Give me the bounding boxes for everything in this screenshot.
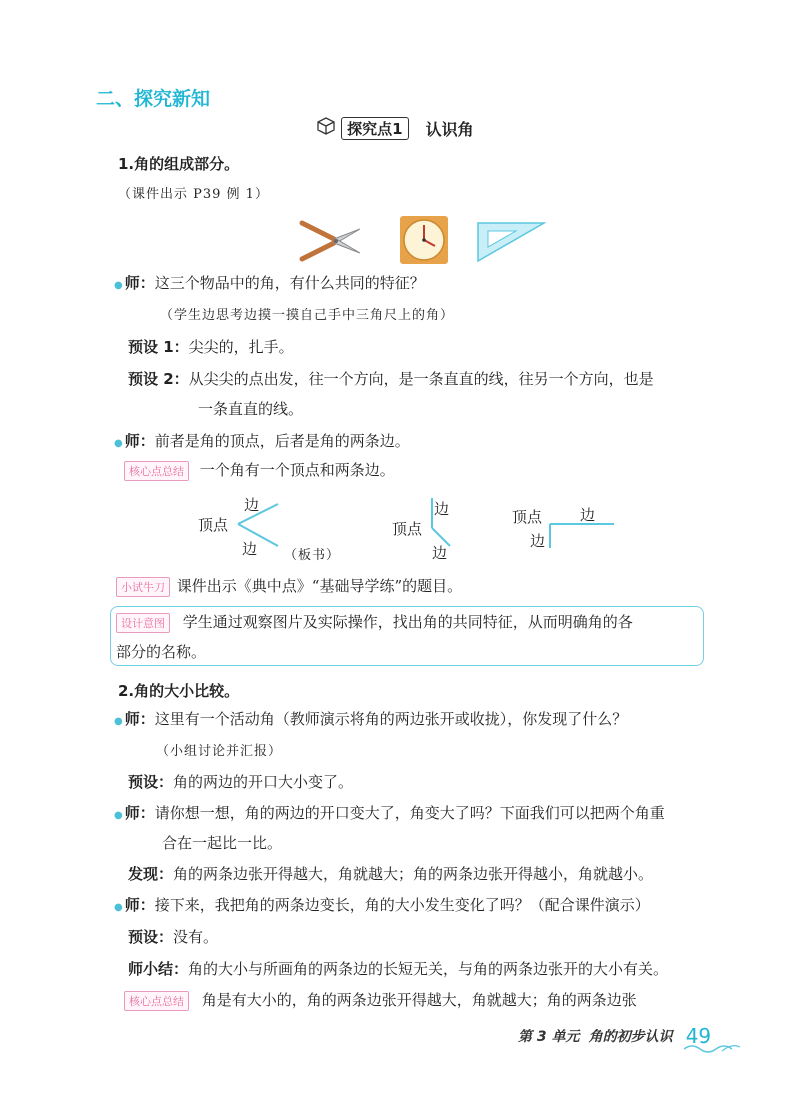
preset-4: 预设：没有。 bbox=[128, 928, 219, 946]
core-summary-tag: 核心点总结 bbox=[124, 991, 189, 1011]
vertex-label: 顶点 bbox=[512, 508, 543, 526]
part2-heading: 2.角的大小比较。 bbox=[118, 682, 240, 700]
teacher-question-2: ● 师：前者是角的顶点，后者是角的两条边。 bbox=[114, 432, 410, 450]
design-intent-cont: 部分的名称。 bbox=[116, 643, 207, 661]
preset-3: 预设：角的两边的开口大小变了。 bbox=[128, 773, 354, 791]
explore-title: 认识角 bbox=[425, 119, 474, 139]
vertex-label: 顶点 bbox=[198, 516, 229, 534]
cube-icon bbox=[316, 116, 336, 140]
page-number: 49 bbox=[685, 1024, 712, 1048]
try-it: 小试牛刀 课件出示《典中点》“基础导学练”的题目。 bbox=[116, 575, 462, 597]
design-tag: 设计意图 bbox=[116, 613, 170, 633]
core-summary-1: 核心点总结 一个角有一个顶点和两条边。 bbox=[124, 459, 395, 481]
explore-header bbox=[316, 116, 474, 140]
bullet-icon: ● bbox=[114, 810, 123, 821]
side-label: 边 bbox=[242, 540, 258, 558]
scissors-image bbox=[298, 217, 366, 267]
teacher-question-4-cont: 合在一起比一比。 bbox=[162, 834, 283, 852]
preset-1: 预设 1：尖尖的，扎手。 bbox=[128, 338, 294, 356]
teacher-question-1: ● 师：这三个物品中的角，有什么共同的特征？ bbox=[114, 274, 425, 292]
preset-2: 预设 2：从尖尖的点出发，往一个方向，是一条直直的线，往另一个方向，也是 bbox=[128, 370, 654, 388]
bullet-icon: ● bbox=[114, 438, 123, 449]
board-note: （板书） bbox=[284, 548, 341, 563]
core-summary-tag: 核心点总结 bbox=[124, 461, 189, 481]
vertex-label: 顶点 bbox=[392, 520, 423, 538]
core-summary-2: 核心点总结 角是有大小的，角的两条边张开得越大，角就越大；角的两条边张 bbox=[124, 989, 637, 1011]
bullet-icon: ● bbox=[114, 902, 123, 913]
design-intent: 设计意图 学生通过观察图片及实际操作，找出角的共同特征，从而明确角的各 bbox=[116, 611, 633, 633]
bullet-icon: ● bbox=[114, 280, 123, 291]
explore-label: 探究点1 bbox=[341, 117, 408, 140]
courseware-note: （课件出示 P39 例 1） bbox=[118, 187, 269, 202]
part1-heading: 1.角的组成部分。 bbox=[118, 155, 240, 173]
footer-title: 角的初步认识 bbox=[588, 1029, 673, 1045]
angle-diagrams bbox=[196, 490, 616, 562]
footer-unit: 第 3 单元 bbox=[518, 1029, 580, 1045]
side-label: 边 bbox=[244, 496, 260, 514]
side-label: 边 bbox=[434, 500, 450, 518]
teacher-question-5: ● 师：接下来，我把角的两条边变长，角的大小发生变化了吗？（配合课件演示） bbox=[114, 896, 650, 914]
teacher-question-3: ● 师：这里有一个活动角（教师演示将角的两边张开或收拢），你发现了什么？ bbox=[114, 710, 628, 728]
section-heading: 二、探究新知 bbox=[96, 88, 211, 110]
triangle-ruler-image bbox=[476, 219, 546, 267]
teacher-summary: 师小结：角的大小与所画角的两条边的长短无关，与角的两条边张开的大小有关。 bbox=[128, 960, 669, 978]
side-label: 边 bbox=[530, 532, 546, 550]
side-label: 边 bbox=[432, 544, 448, 562]
teacher-question-4: ● 师：请你想一想，角的两边的开口变大了，角变大了吗？下面我们可以把两个角重 bbox=[114, 804, 665, 822]
clock-image bbox=[399, 215, 449, 269]
preset-2-cont: 一条直直的线。 bbox=[198, 400, 304, 418]
student-note-1: （学生边思考边摸一摸自己手中三角尺上的角） bbox=[160, 308, 455, 323]
try-tag: 小试牛刀 bbox=[116, 577, 170, 597]
group-note: （小组讨论并汇报） bbox=[156, 744, 283, 759]
bullet-icon: ● bbox=[114, 716, 123, 727]
footer-wave-decoration bbox=[682, 1040, 742, 1059]
finding: 发现：角的两条边张开得越大，角就越大；角的两条边张开得越小，角就越小。 bbox=[128, 865, 654, 883]
side-label: 边 bbox=[580, 506, 596, 524]
